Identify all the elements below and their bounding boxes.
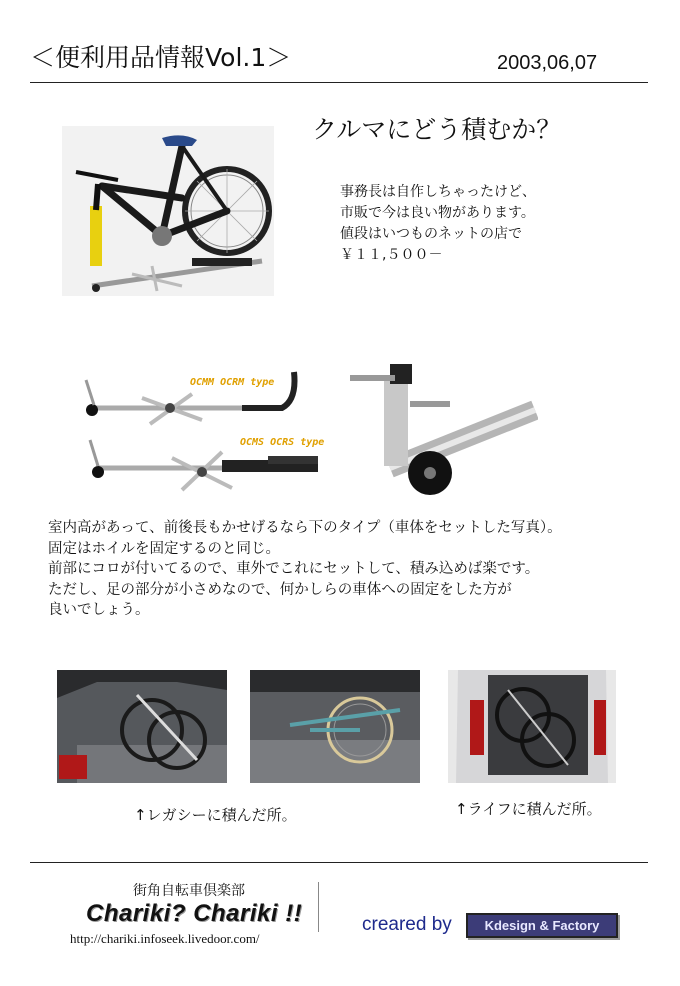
site-url-link[interactable]: http://chariki.infoseek.livedoor.com/ [70,931,260,946]
page-date: 2003,06,07 [497,52,598,74]
body-line: 室内高があって、前後長もかせげるなら下のタイプ（車体をセットした写真）。 [48,520,562,536]
club-name: 街角自転車倶楽部 [133,883,245,899]
product-label-ocmm: OCMM OCRM type [190,377,275,388]
body-line: ただし、足の部分が小さめなので、何かしらの車体への固定をした方が [48,581,512,598]
intro-line: 値段はいつものネットの店で [340,226,522,242]
header-divider [30,82,648,83]
credit-badge: Kdesign & Factory [466,913,618,938]
legacy-photo-2 [250,670,420,783]
caption-legacy: ↑レガシーに積んだ所。 [134,806,297,824]
article-heading: クルマにどう積むか？ [312,115,562,144]
bike-carrier-photo [62,126,274,296]
page-title: ＜便利用品情報Vol.1＞ [30,43,292,72]
site-logo: Chariki? Chariki !! [86,900,303,927]
body-line: 良いでしょう。 [48,602,150,618]
body-line: 前部にコロが付いてるので、車外でこれにセットして、積み込めば楽です。 [48,561,540,577]
life-photo [448,670,616,783]
intro-text [340,182,536,266]
intro-price: ￥１１,５００－ [340,247,443,263]
credit-text: creared by [362,914,452,935]
carrier-closeup-photo [350,358,538,498]
caption-life: ↑ライフに積んだ所。 [455,800,602,818]
body-line: 固定はホイルを固定するのと同じ。 [48,540,280,557]
body-text [48,518,562,621]
intro-line: 市販で今は良い物があります。 [340,205,535,221]
footer-divider [30,862,648,863]
intro-line: 事務長は自作しちゃったけど、 [340,184,536,200]
product-label-ocms: OCMS OCRS type [240,437,325,448]
legacy-photo-1 [57,670,227,783]
logo-divider [318,882,319,932]
